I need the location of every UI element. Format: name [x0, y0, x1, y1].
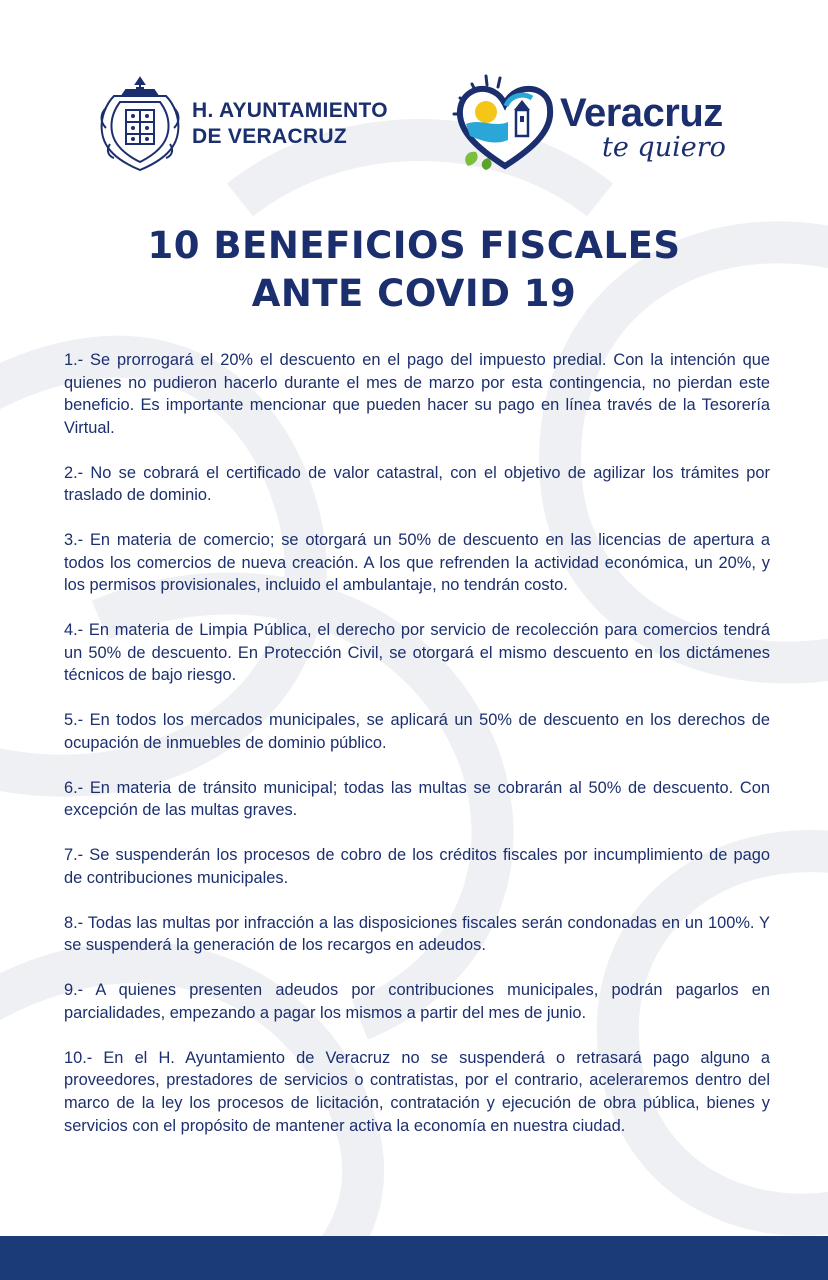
footer-bar — [0, 1236, 828, 1280]
benefit-item: 5.- En todos los mercados municipales, se aplicará un 50% de descuento en los derechos de ocupación de inmuebles de dominio público. — [64, 711, 770, 752]
header — [0, 70, 828, 180]
ayuntamiento-line1: H. AYUNTAMIENTO — [192, 99, 388, 122]
benefit-item: 2.- No se cobrará el certificado de valor catastral, con el objetivo de agilizar los trámites por traslado de dominio. — [64, 463, 770, 505]
benefit-item: 9.- A quienes presenten adeudos por contribuciones municipales, podrán pagarlos en parcialidades, empezando a pagar los mismos a partir del mes de junio. — [64, 981, 770, 1022]
benefit-item: 1.- Se prorrogará el 20% el descuento en el pago del impuesto predial. Con la intención que quienes no pudieron hacerlo durante el mes de marzo por esta contingencia, no pierdan este beneficio. Es importante mencionar que pueden hacer su pago en línea través de la Tesorería Virtual. — [64, 351, 770, 437]
benefit-item: 8.- Todas las multas por infracción a las disposiciones fiscales serán condonadas en un 100%. Y se suspenderá la generación de los recargos en adeudos. — [64, 913, 770, 955]
benefit-item: 7.- Se suspenderán los procesos de cobro de los créditos fiscales por incumplimiento de pago de contribuciones municipales. — [64, 846, 770, 887]
municipal-crest-icon — [96, 74, 184, 174]
title-line2: ANTE COVID 19 — [251, 272, 577, 315]
benefit-item: 6.- En materia de tránsito municipal; todas las multas se cobrarán al 50% de descuento. Con excepción de las multas graves. — [64, 778, 770, 820]
page-title — [0, 222, 828, 318]
ayuntamiento-name — [192, 98, 388, 150]
benefit-item: 3.- En materia de comercio; se otorgará un 50% de descuento en las licencias de apertura a todos los comercios de nueva creación. A los que refrenden la actividad económica, un 20%, y los permisos provisionales, incluido el ambulantaje, no tendrán costo. — [64, 531, 770, 595]
benefit-item: 10.- En el H. Ayuntamiento de Veracruz no se suspenderá o retrasará pago alguno a proveedores, prestadores de servicios o contratistas, por el contrario, aceleraremos dentro del marco de la ley los procesos de licitación, contratación y ejecución de obra pública, bienes y servicios con el propósito de mantener activa la economía en nuestra ciudad. — [64, 1048, 770, 1135]
benefit-item: 4.- En materia de Limpia Pública, el derecho por servicio de recolección para comercios tendrá un 50% de descuento. En Protección Civil, se otorgará el mismo descuento en los dictámenes técnicos de bajo riesgo. — [64, 621, 770, 685]
brand-name: Veracruz — [560, 91, 723, 135]
veracruz-heart-logo-icon — [450, 70, 560, 170]
veracruz-brand — [560, 91, 726, 163]
benefits-list — [64, 349, 770, 1159]
ayuntamiento-line2: DE VERACRUZ — [192, 125, 347, 148]
title-line1: 10 BENEFICIOS FISCALES — [147, 224, 681, 267]
brand-tagline: te quiero — [602, 132, 726, 163]
